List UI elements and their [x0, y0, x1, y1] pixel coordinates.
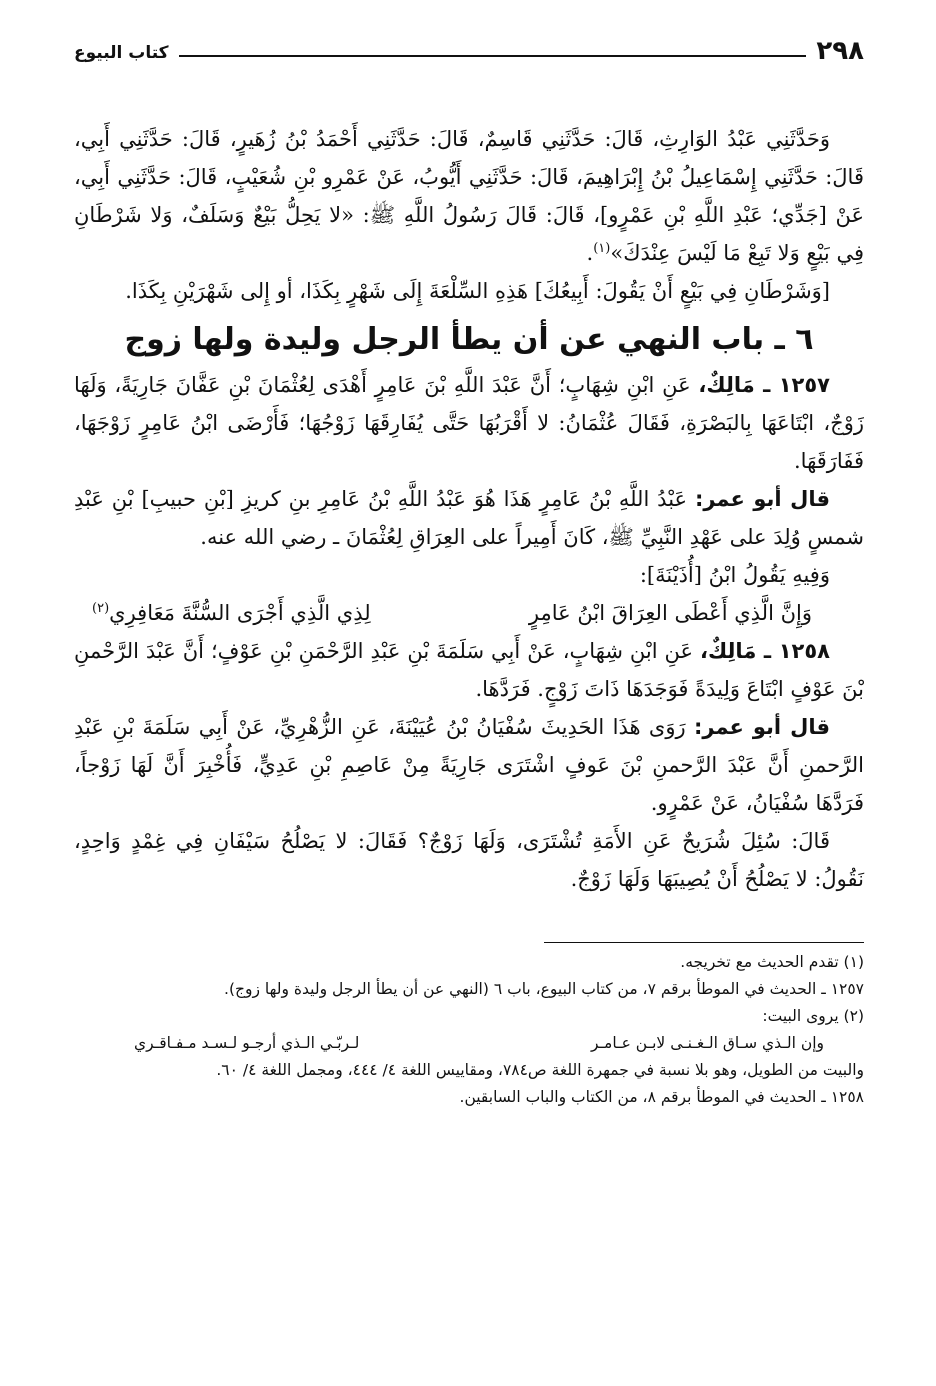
main-text — [74, 120, 864, 898]
footnote-separator — [544, 942, 864, 943]
footnote-2: (٢) يروى البيت: — [762, 1007, 864, 1025]
commentary-1 — [74, 480, 864, 556]
verse-intro: وَفِيهِ يَقُولُ ابْنُ [أُذَيْنَةَ]: — [639, 563, 830, 587]
paragraph-end: . — [586, 241, 594, 265]
commentary-2 — [74, 708, 864, 822]
chapter-heading: ٦ ـ باب النهي عن أن يطأ الرجل وليدة ولها زوج — [124, 322, 814, 357]
hadith-number: ١٢٥٧ ـ مَالِكٌ، — [698, 373, 830, 397]
commentary-text: رَوَى هَذَا الحَدِيثَ سُفْيَانُ بْنُ عُيَيْنَةَ، عَنِ الزُّهْرِيِّ، عَنْ أَبِي سَلَمَةَ بْنِ عَبْدِ الرَّحمنِ أَنَّ عَبْدَ الرَّحمنِ بْنَ عَوفٍ اشْتَرَى جَارِيَةً مِنْ عَاصِمِ بْنِ عَدِيٍّ، فَأُخْبِرَ أَنَّ لَهَا زَوْجاً، فَرَدَّهَا سُفْيَانُ، عَنْ عَمْرٍو. — [74, 715, 864, 815]
footnote-ref-2: (٢) — [92, 601, 110, 616]
footnote-ref-1: (١) — [593, 241, 611, 256]
header-rule — [179, 55, 807, 57]
commentary-text: عَبْدُ اللَّهِ بْنُ عَامِرٍ هَذَا هُوَ عَبْدُ اللَّهِ بْنُ عَامِرِ بنِ كريزِ [بْنِ حبيبِ] بْنِ عَبْدِ شمسٍ وُلِدَ على عَهْدِ النَّبِيِّ ﷺ، كَانَ أَمِيراً على العِرَاقِ لِعُثْمَانَ ـ رضي الله عنه. — [74, 487, 864, 549]
hadith-1258 — [74, 632, 864, 708]
running-title: كتاب البيوع — [74, 43, 169, 63]
hadith-number: ١٢٥٨ ـ مَالِكٌ، — [700, 639, 830, 663]
verse-second-hemistich-wrap — [92, 594, 405, 632]
paragraph-text: وَحَدَّثَنِي عَبْدُ الوَارِثِ، قَالَ: حَدَّثَنِي قَاسِمٌ، قَالَ: حَدَّثَنِي أَحْمَدُ بْنُ زُهَيرٍ، قَالَ: حَدَّثَنِي أَبِي، قَالَ: حَدَّثَنِي إِسْمَاعِيلُ بْنُ إِبْرَاهِيمَ، قَالَ: حَدَّثَنِي أَيُّوبُ، عَنْ عَمْرِو بْنِ شُعَيْبٍ، قَالَ: حَدَّثَنِي أَبِي، عَنْ [جَدِّي؛ عَبْدِ اللَّهِ بْنِ عَمْرٍو]، قَالَ: قَالَ رَسُولُ اللَّهِ ﷺ: «لا يَحِلُّ بَيْعٌ وَسَلَفٌ، وَلا شَرْطَانِ فِي بَيْعٍ وَلا تَبِعْ مَا لَيْسَ عِنْدَكَ» — [74, 127, 864, 265]
footnote-1: (١) تقدم الحديث مع تخريجه. — [680, 953, 864, 971]
paragraph-explanation: [وَشَرْطَانِ فِي بَيْعٍ أَنْ يَقُولَ: أَبِيعُكَ] هَذِهِ السِّلْعَةَ إِلَى شَهْرٍ بِكَذَا، أو إِلى شَهْرَيْنِ بِكَذَا. — [125, 279, 830, 303]
commentary-3: قَالَ: سُئِلَ شُرَيحٌ عَنِ الأَمَةِ تُشْتَرَى، وَلَهَا زَوْجٌ؟ فَقَالَ: لا يَصْلُحُ سَيْفَانِ فِي غِمْدٍ وَاحِدٍ، نَقُولُ: لا يَصْلُحُ أَنْ يُصِيبَهَا وَلَهَا زَوْجٌ. — [74, 829, 864, 891]
footnotes — [74, 949, 864, 1111]
page-number: ٢٩٨ — [816, 36, 864, 66]
footnote-1258: ١٢٥٨ ـ الحديث في الموطأ برقم ٨، من الكتاب والباب السابقين. — [459, 1088, 864, 1106]
hadith-text: عَنِ ابْنِ شِهَابٍ؛ أَنَّ عَبْدَ اللَّهِ بْنَ عَامِرٍ أَهْدَى لِعُثْمَانَ بْنِ عَفَّانَ جَارِيَةً، وَلَهَا زَوْجٌ، ابْتَاعَهَا بِالبَصْرَةِ، فَقَالَ عُثْمَانُ: لا أَقْرَبُهَا حَتَّى يُفَارِقَهَا زَوْجُهَا؛ فَأَرْضَى ابْنُ عَامِرٍ زَوْجَهَا، فَفَارَقَهَا. — [74, 373, 864, 473]
poetry-verse — [74, 594, 864, 632]
page-header — [74, 28, 864, 64]
footnote-verse — [74, 1030, 864, 1057]
footnote-verse-first: وإن الـذي سـاق الـغـنـى لابـن عـامـر — [590, 1034, 824, 1052]
footnote-verse-second: لـربّـي الـذي أرجـو لـسـد مـفـاقـري — [134, 1034, 360, 1052]
verse-first-hemistich: وَإِنَّ الَّذِي أَعْطَى العِرَاقَ ابْنُ عَامِرٍ — [528, 601, 812, 625]
commentary-label: قال أبو عمر: — [694, 487, 830, 511]
hadith-text: عَنِ ابْنِ شِهَابٍ، عَنْ أَبِي سَلَمَةَ بْنِ عَبْدِ الرَّحْمَنِ بْنِ عَوْفٍ؛ أَنَّ عَبْدَ الرَّحْمنِ بْنَ عَوْفٍ ابْتَاعَ وَلِيدَةً فَوَجَدَهَا ذَاتَ زَوْجٍ. فَرَدَّهَا. — [74, 639, 864, 701]
commentary-label: قال أبو عمر: — [694, 715, 830, 739]
verse-second-hemistich: لِذِي الَّذِي أَجْرَى السُّنَّةَ مَعَافِرِي — [109, 601, 371, 625]
footnote-1257: ١٢٥٧ ـ الحديث في الموطأ برقم ٧، من كتاب البيوع، باب ٦ (النهي عن أن يطأ الرجل وليدة ولها زوج). — [224, 980, 864, 998]
hadith-1257 — [74, 366, 864, 480]
paragraph-hadith-chain — [74, 120, 864, 272]
footnote-2-note: والبيت من الطويل، وهو بلا نسبة في جمهرة اللغة ص٧٨٤، ومقاييس اللغة ٤/ ٤٤٤، ومجمل اللغة ٤/ ٦٠. — [216, 1061, 864, 1079]
